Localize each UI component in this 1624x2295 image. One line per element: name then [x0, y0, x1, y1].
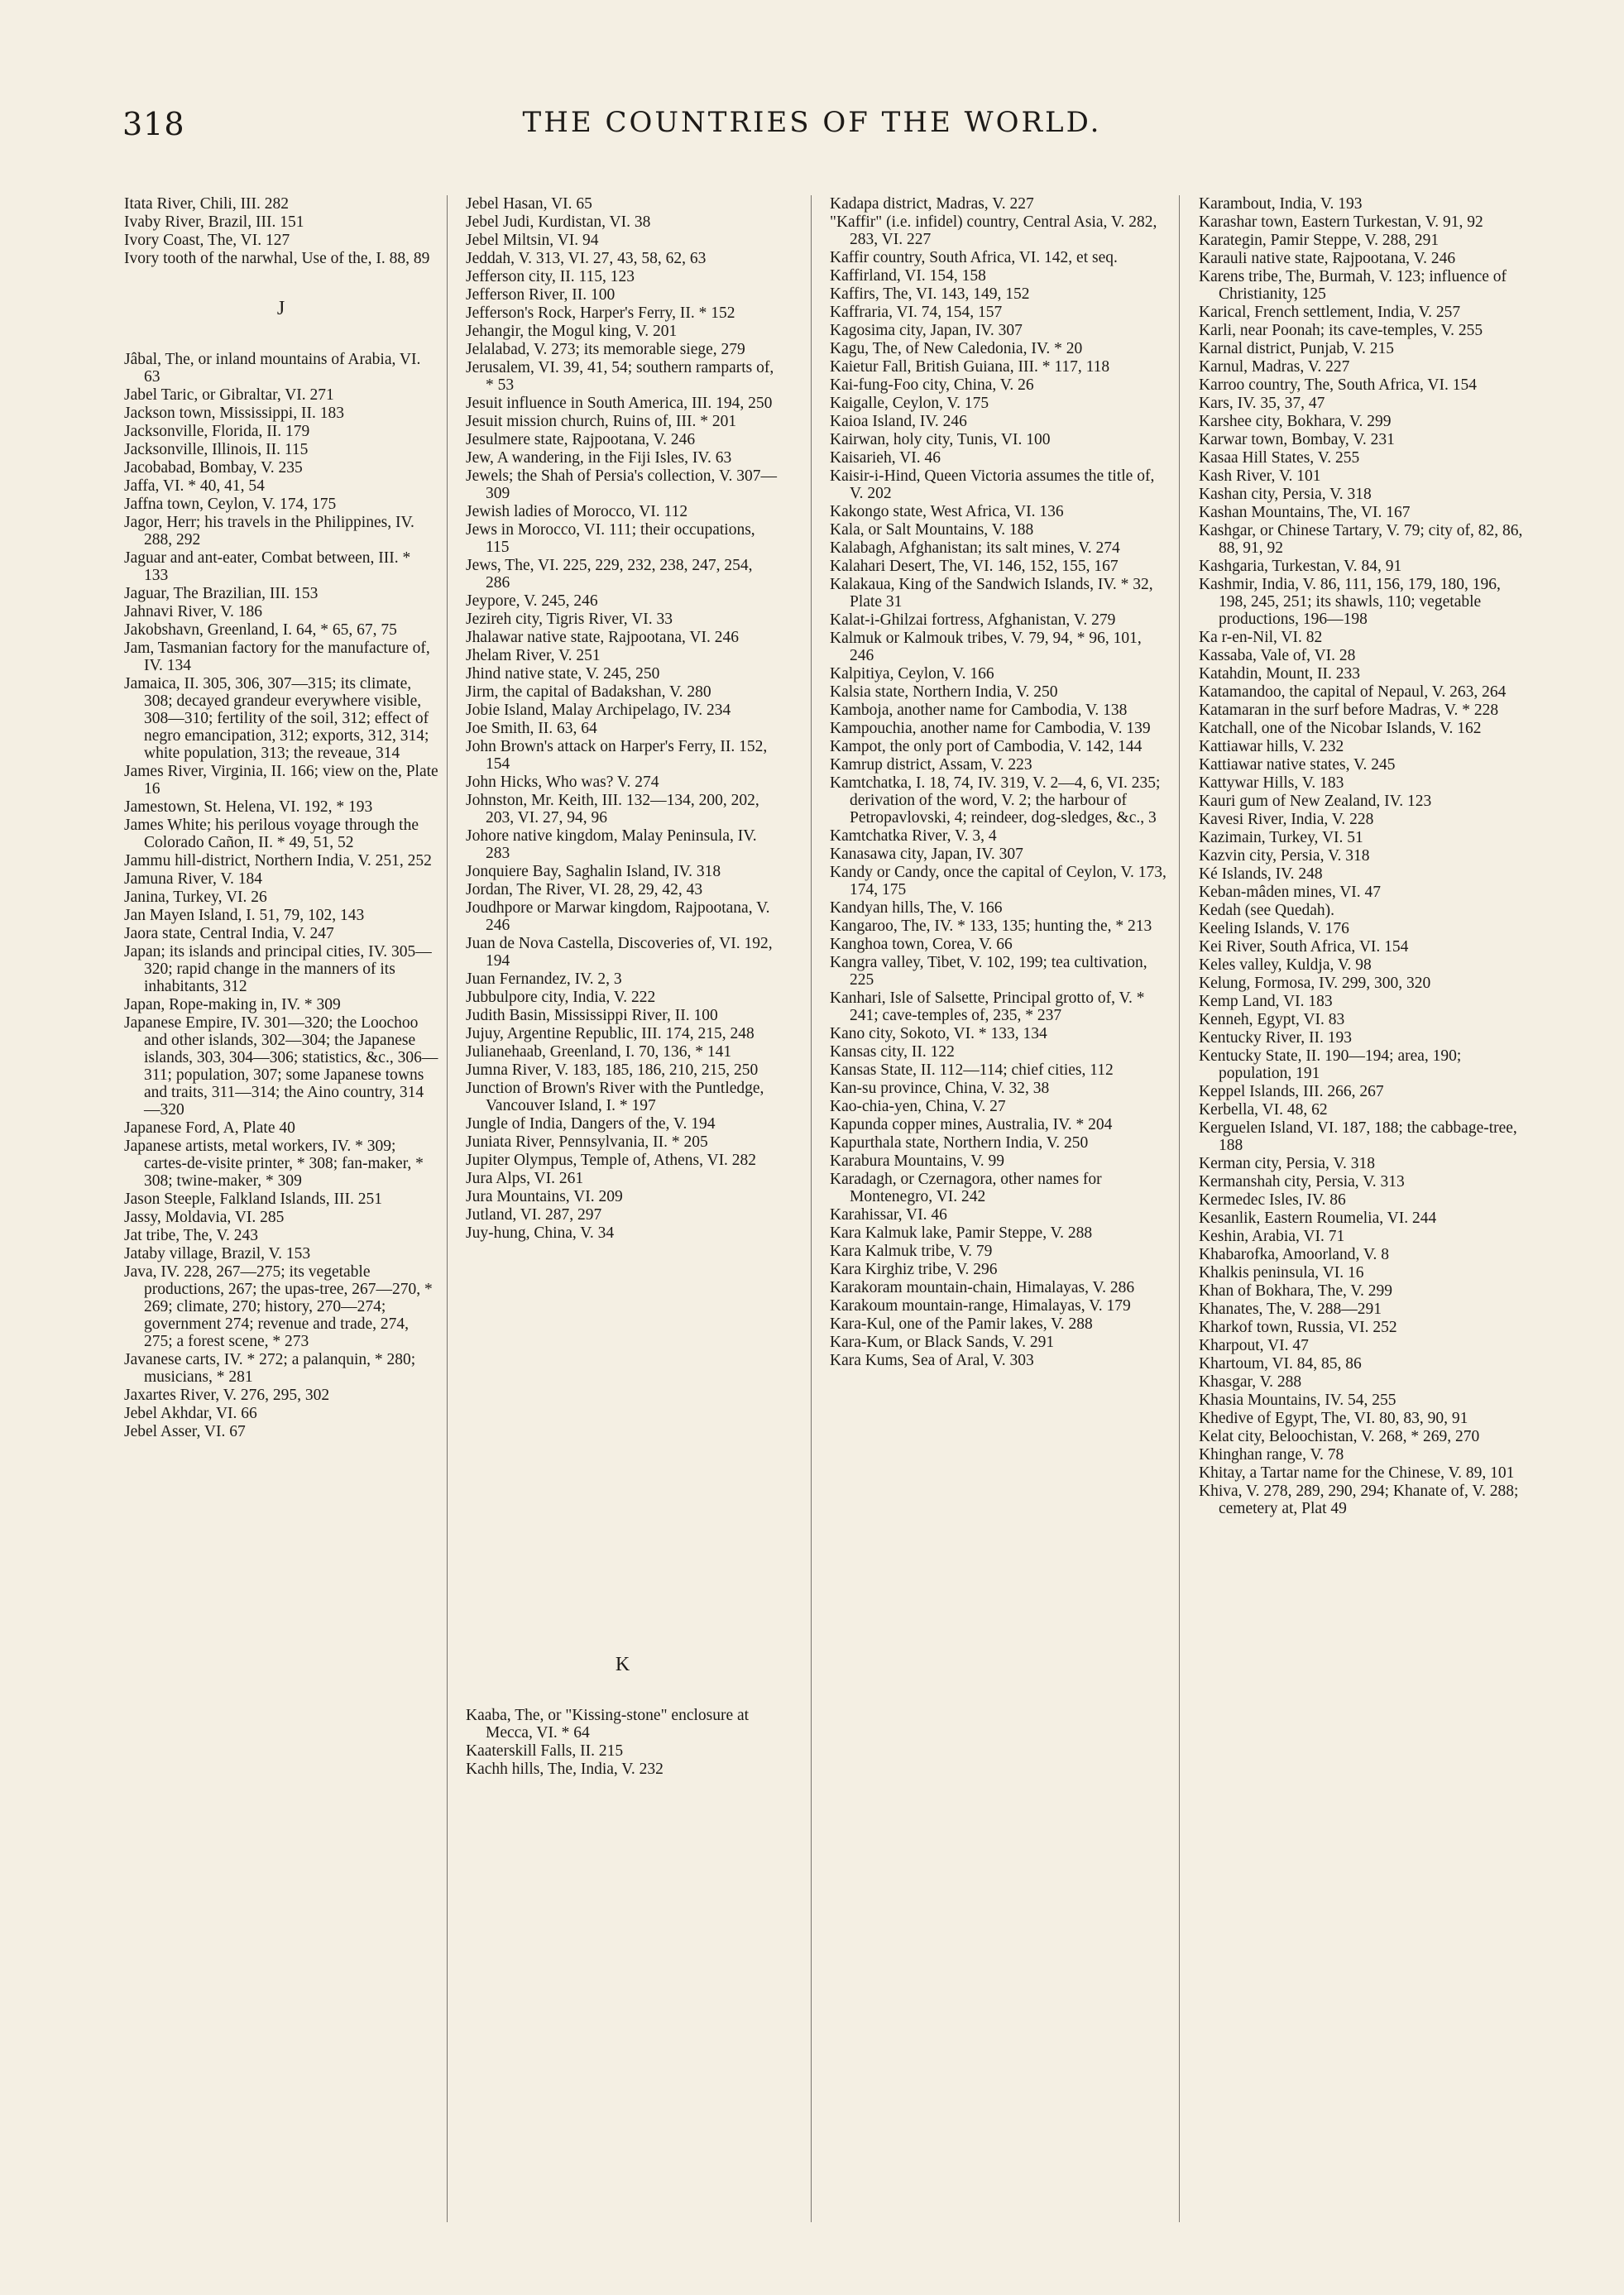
index-entry: Jataby village, Brazil, V. 153: [124, 1245, 311, 1262]
index-entry: John Brown's attack on Harper's Ferry, II. 152, 154: [466, 738, 768, 773]
index-entry: Jammu hill-district, Northern India, V. 251, 252: [124, 852, 432, 870]
index-entry: Kandyan hills, The, V. 166: [830, 899, 1003, 917]
index-entry: Java, IV. 228, 267—275; its vegetable productions, 267; the upas-tree, 267—270, * 269; climate, 270; history, 270—274; government 274; revenue and trade, 274, 275; a forest scene, * 273: [124, 1263, 433, 1350]
index-entry: Khanates, The, V. 288—291: [1199, 1301, 1382, 1318]
index-entry: Japan, Rope-making in, IV. * 309: [124, 996, 341, 1013]
index-entry: Keppel Islands, III. 266, 267: [1199, 1083, 1384, 1100]
index-entry: Kattiawar native states, V. 245: [1199, 756, 1396, 774]
index-entry: Karwar town, Bombay, V. 231: [1199, 431, 1395, 448]
index-entry: Kentucky State, II. 190—194; area, 190; population, 191: [1199, 1047, 1462, 1082]
index-entry: Khinghan range, V. 78: [1199, 1446, 1344, 1464]
index-entry: Jhind native state, V. 245, 250: [466, 665, 660, 683]
index-entry: James River, Virginia, II. 166; view on the, Plate 16: [124, 763, 438, 798]
index-entry: James White; his perilous voyage through the Colorado Cañon, II. * 49, 51, 52: [124, 817, 419, 851]
index-entry: Kaffirs, The, VI. 143, 149, 152: [830, 285, 1030, 303]
index-entry: Karroo country, The, South Africa, VI. 154: [1199, 376, 1477, 394]
index-entry: Jefferson's Rock, Harper's Ferry, II. * 152: [466, 304, 735, 322]
index-entry: Kalat-i-Ghilzai fortress, Afghanistan, V. 279: [830, 611, 1116, 629]
index-entry: Kai-fung-Foo city, China, V. 26: [830, 376, 1034, 394]
index-entry: Kanasawa city, Japan, IV. 307: [830, 846, 1023, 863]
index-entry: Kampot, the only port of Cambodia, V. 142, 144: [830, 738, 1143, 755]
index-entry: Kansas city, II. 122: [830, 1043, 955, 1061]
index-entry: Karnul, Madras, V. 227: [1199, 358, 1350, 376]
index-entry: Kash River, V. 101: [1199, 467, 1321, 485]
index-entry: Kashgar, or Chinese Tartary, V. 79; city of, 82, 86, 88, 91, 92: [1199, 522, 1523, 557]
index-entry: Kharkof town, Russia, VI. 252: [1199, 1319, 1397, 1336]
index-entry: Jerusalem, VI. 39, 41, 54; southern ramparts of, * 53: [466, 359, 774, 394]
index-entry: Jam, Tasmanian factory for the manufacture of, IV. 134: [124, 640, 430, 674]
index-entry: Itata River, Chili, III. 282: [124, 195, 290, 213]
index-entry: Kalakaua, King of the Sandwich Islands, IV. * 32, Plate 31: [830, 576, 1153, 611]
index-entry: Jagor, Herr; his travels in the Philippines, IV. 288, 292: [124, 514, 414, 549]
index-entry: Kara Kalmuk lake, Pamir Steppe, V. 288: [830, 1224, 1093, 1242]
index-entry: Jacobabad, Bombay, V. 235: [124, 459, 303, 477]
index-entry: Kashmir, India, V. 86, 111, 156, 179, 180, 196, 198, 245, 251; its shawls, 110; vegetable productions, 196—198: [1199, 576, 1501, 628]
index-entry: Jebel Hasan, VI. 65: [466, 195, 592, 213]
index-entry: Kaioa Island, IV. 246: [830, 413, 967, 430]
index-entry: Khabarofka, Amoorland, V. 8: [1199, 1246, 1389, 1263]
index-entry: Ké Islands, IV. 248: [1199, 865, 1323, 883]
index-entry: Jordan, The River, VI. 28, 29, 42, 43: [466, 881, 703, 898]
index-entry: Ivory tooth of the narwhal, Use of the, I. 88, 89: [124, 250, 430, 267]
index-entry: Kaietur Fall, British Guiana, III. * 117, 118: [830, 358, 1110, 376]
index-entry: Kaisarieh, VI. 46: [830, 449, 941, 467]
index-entry: Jahnavi River, V. 186: [124, 603, 262, 620]
index-entry: Jebel Miltsin, VI. 94: [466, 232, 599, 249]
index-entry: Kaigalle, Ceylon, V. 175: [830, 395, 989, 412]
page-header: [0, 106, 1624, 156]
index-entry: Ka r-en-Nil, VI. 82: [1199, 629, 1323, 646]
index-entry: Jebel Akhdar, VI. 66: [124, 1405, 257, 1422]
index-entry: Jutland, VI. 287, 297: [466, 1206, 602, 1224]
index-entry: Karabura Mountains, V. 99: [830, 1152, 1005, 1170]
index-entry: Kara Kirghiz tribe, V. 296: [830, 1261, 998, 1278]
index-entry: Jefferson River, II. 100: [466, 286, 616, 304]
index-entry: Kagu, The, of New Caledonia, IV. * 20: [830, 340, 1083, 357]
index-entry: Karens tribe, The, Burmah, V. 123; influence of Christianity, 125: [1199, 268, 1507, 303]
index-entry: Jonquiere Bay, Saghalin Island, IV. 318: [466, 863, 721, 880]
index-entry: Kerguelen Island, VI. 187, 188; the cabbage-tree, 188: [1199, 1119, 1517, 1154]
index-entry: Kemp Land, VI. 183: [1199, 993, 1333, 1010]
index-entry: Kao-chia-yen, China, V. 27: [830, 1098, 1006, 1115]
index-entry: Jura Alps, VI. 261: [466, 1170, 584, 1187]
page-number: 318: [122, 106, 185, 142]
index-entry: Japan; its islands and principal cities, IV. 305—320; rapid change in the manners of its inhabitants, 312: [124, 943, 432, 995]
index-entry: Jaffa, VI. * 40, 41, 54: [124, 477, 265, 495]
index-entry: Karadagh, or Czernagora, other names for Montenegro, VI. 242: [830, 1171, 1102, 1205]
index-entry: Japanese artists, metal workers, IV. * 309; cartes-de-visite printer, * 308; fan-maker, * 308; twine-maker, * 309: [124, 1138, 424, 1190]
index-entry: Jehangir, the Mogul king, V. 201: [466, 323, 678, 340]
index-entry: Kapunda copper mines, Australia, IV. * 204: [830, 1116, 1113, 1133]
index-entry: Kenneh, Egypt, VI. 83: [1199, 1011, 1345, 1028]
index-entry: Kars, IV. 35, 37, 47: [1199, 395, 1325, 412]
index-entry: Kaffir country, South Africa, VI. 142, et seq.: [830, 249, 1118, 266]
index-entry: Kakongo state, West Africa, VI. 136: [830, 503, 1064, 520]
index-entry: Jewels; the Shah of Persia's collection, V. 307—309: [466, 467, 777, 502]
index-entry: Jakobshavn, Greenland, I. 64, * 65, 67, 75: [124, 621, 397, 639]
column-divider: [447, 195, 448, 2222]
index-entry: Katchall, one of the Nicobar Islands, V. 162: [1199, 720, 1482, 737]
index-entry: Jat tribe, The, V. 243: [124, 1227, 258, 1244]
index-entry: Kalabagh, Afghanistan; its salt mines, V. 274: [830, 539, 1120, 557]
index-entry: Kermedec Isles, IV. 86: [1199, 1191, 1346, 1209]
index-column-1: [124, 195, 438, 1441]
index-entry: Kentucky River, II. 193: [1199, 1029, 1352, 1047]
index-entry: Kairwan, holy city, Tunis, VI. 100: [830, 431, 1051, 448]
index-entry: Kamtchatka, I. 18, 74, IV. 319, V. 2—4, 6, VI. 235; derivation of the word, V. 2; the harbour of Petropavlovski, 4; reindeer, dog-sledges, &c., 3: [830, 774, 1161, 826]
index-entry: Kesanlik, Eastern Roumelia, VI. 244: [1199, 1210, 1437, 1227]
index-entry: Jews, The, VI. 225, 229, 232, 238, 247, 254, 286: [466, 557, 753, 592]
index-entry: Jhalawar native state, Rajpootana, VI. 246: [466, 629, 739, 646]
index-entry: Khan of Bokhara, The, V. 299: [1199, 1282, 1392, 1300]
index-entry: Khedive of Egypt, The, VI. 80, 83, 90, 91: [1199, 1410, 1468, 1427]
index-entry: Jefferson city, II. 115, 123: [466, 268, 635, 285]
index-entry: Jamaica, II. 305, 306, 307—315; its climate, 308; decayed grandeur everywhere visible, 308—310; fertility of the soil, 312; effect of negro emancipation, 312; exports, 312, 314; white population, 313; the reveaue, 314: [124, 675, 429, 762]
index-entry: Khasia Mountains, IV. 54, 255: [1199, 1392, 1396, 1409]
index-entry: Jobie Island, Malay Archipelago, IV. 234: [466, 702, 731, 719]
index-entry: Kattiawar hills, V. 232: [1199, 738, 1344, 755]
index-entry: Jumna River, V. 183, 185, 186, 210, 215, 250: [466, 1061, 759, 1079]
index-entry: Kadapa district, Madras, V. 227: [830, 195, 1034, 213]
index-entry: Junction of Brown's River with the Puntledge, Vancouver Island, I. * 197: [466, 1080, 764, 1114]
index-entry: Juy-hung, China, V. 34: [466, 1224, 615, 1242]
index-entry: Kaisir-i-Hind, Queen Victoria assumes the title of, V. 202: [830, 467, 1155, 502]
index-entry: Jacksonville, Florida, II. 179: [124, 423, 310, 440]
index-entry: Janina, Turkey, VI. 26: [124, 889, 267, 906]
section-letter: K: [615, 1654, 631, 1675]
index-entry: Kelung, Formosa, IV. 299, 300, 320: [1199, 975, 1431, 992]
index-entry: Kasaa Hill States, V. 255: [1199, 449, 1360, 467]
section-letter: J: [276, 298, 286, 319]
index-entry: Karakoram mountain-chain, Himalayas, V. 286: [830, 1279, 1135, 1296]
index-entry: Khartoum, VI. 84, 85, 86: [1199, 1355, 1362, 1373]
index-entry: Kerman city, Persia, V. 318: [1199, 1155, 1376, 1172]
index-entry: Jamestown, St. Helena, VI. 192, * 193: [124, 798, 373, 816]
index-entry: Kedah (see Quedah).: [1199, 902, 1335, 919]
index-entry: Karakoum mountain-range, Himalayas, V. 179: [830, 1297, 1131, 1315]
index-entry: Kamtchatka River, V. 3, 4: [830, 827, 997, 845]
index-entry: Kara-Kul, one of the Pamir lakes, V. 288: [830, 1315, 1093, 1333]
index-entry: Karashar town, Eastern Turkestan, V. 91, 92: [1199, 213, 1483, 231]
index-entry: Japanese Empire, IV. 301—320; the Loochoo and other islands, 302—304; the Japanese islands, 303, 304—306; statistics, &c., 306—311; population, 307; some Japanese towns and traits, 311—314; the Aino country, 314—320: [124, 1014, 438, 1119]
index-entry: Kanghoa town, Corea, V. 66: [830, 936, 1013, 953]
index-entry: Karauli native state, Rajpootana, V. 246: [1199, 250, 1456, 267]
index-entry: Jebel Asser, VI. 67: [124, 1423, 246, 1440]
index-entry: Jason Steeple, Falkland Islands, III. 251: [124, 1191, 382, 1208]
index-entry: Jura Mountains, VI. 209: [466, 1188, 623, 1205]
index-entry: Khiva, V. 278, 289, 290, 294; Khanate of, V. 288; cemetery at, Plat 49: [1199, 1483, 1519, 1517]
index-entry: Kerbella, VI. 48, 62: [1199, 1101, 1328, 1119]
index-entry: Kermanshah city, Persia, V. 313: [1199, 1173, 1405, 1191]
index-entry: Kaaterskill Falls, II. 215: [466, 1742, 624, 1760]
index-entry: Kamboja, another name for Cambodia, V. 138: [830, 702, 1128, 719]
index-entry: Kashan Mountains, The, VI. 167: [1199, 504, 1411, 521]
index-entry: Kashgaria, Turkestan, V. 84, 91: [1199, 558, 1402, 575]
index-entry: Jesuit influence in South America, III. 194, 250: [466, 395, 773, 412]
index-entry: Jâbal, The, or inland mountains of Arabia, VI. 63: [124, 351, 421, 386]
index-entry: Kangra valley, Tibet, V. 102, 199; tea cultivation, 225: [830, 954, 1147, 989]
index-entry: Kalahari Desert, The, VI. 146, 152, 155, 167: [830, 558, 1119, 575]
index-entry: Juniata River, Pennsylvania, II. * 205: [466, 1133, 708, 1151]
index-entry: Jungle of India, Dangers of the, V. 194: [466, 1115, 716, 1133]
index-entry: Kansas State, II. 112—114; chief cities, 112: [830, 1061, 1114, 1079]
index-entry: Jesulmere state, Rajpootana, V. 246: [466, 431, 696, 448]
index-entry: Jhelam River, V. 251: [466, 647, 601, 664]
index-entry: Khitay, a Tartar name for the Chinese, V. 89, 101: [1199, 1464, 1515, 1482]
index-entry: "Kaffir" (i.e. infidel) country, Central Asia, V. 282, 283, VI. 227: [830, 213, 1157, 248]
index-entry: Jewish ladies of Morocco, VI. 112: [466, 503, 688, 520]
index-entry: Jaxartes River, V. 276, 295, 302: [124, 1387, 330, 1404]
index-entry: Karshee city, Bokhara, V. 299: [1199, 413, 1392, 430]
index-entry: Karambout, India, V. 193: [1199, 195, 1363, 213]
index-entry: Juan Fernandez, IV. 2, 3: [466, 970, 622, 988]
index-entry: Karical, French settlement, India, V. 257: [1199, 304, 1461, 321]
index-entry: Khasgar, V. 288: [1199, 1373, 1302, 1391]
index-entry: Kara Kums, Sea of Aral, V. 303: [830, 1352, 1034, 1369]
index-entry: Johnston, Mr. Keith, III. 132—134, 200, 202, 203, VI. 27, 94, 96: [466, 792, 759, 826]
index-entry: Katamandoo, the capital of Nepaul, V. 263, 264: [1199, 683, 1507, 701]
index-column-4: [1199, 195, 1526, 1518]
index-entry: Jacksonville, Illinois, II. 115: [124, 441, 309, 458]
index-entry: Karategin, Pamir Steppe, V. 288, 291: [1199, 232, 1440, 249]
index-entry: Johore native kingdom, Malay Peninsula, IV. 283: [466, 827, 757, 862]
index-entry: Kelat city, Beloochistan, V. 268, * 269, 270: [1199, 1428, 1480, 1445]
index-entry: Kauri gum of New Zealand, IV. 123: [1199, 793, 1432, 810]
index-entry: Kachh hills, The, India, V. 232: [466, 1761, 663, 1778]
index-entry: Kaffirland, VI. 154, 158: [830, 267, 986, 285]
index-entry: Joe Smith, II. 63, 64: [466, 720, 597, 737]
index-entry: Jelalabad, V. 273; its memorable siege, 279: [466, 341, 745, 358]
index-entry: Katamaran in the surf before Madras, V. * 228: [1199, 702, 1499, 719]
column-gap: [466, 1243, 780, 1623]
column-divider: [811, 195, 812, 2222]
index-entry: Kaaba, The, or "Kissing-stone" enclosure at Mecca, VI. * 64: [466, 1707, 750, 1742]
index-entry: Kangaroo, The, IV. * 133, 135; hunting the, * 213: [830, 918, 1152, 935]
index-entry: Jupiter Olympus, Temple of, Athens, VI. 282: [466, 1152, 757, 1169]
column-divider: [1179, 195, 1180, 2222]
index-entry: Kharpout, VI. 47: [1199, 1337, 1309, 1354]
index-entry: Kazvin city, Persia, V. 318: [1199, 847, 1370, 865]
index-entry: Jirm, the capital of Badakshan, V. 280: [466, 683, 711, 701]
index-entry: Kassaba, Vale of, VI. 28: [1199, 647, 1356, 664]
index-entry: Karli, near Poonah; its cave-temples, V. 255: [1199, 322, 1483, 339]
index-entry: Jesuit mission church, Ruins of, III. * 201: [466, 413, 737, 430]
index-entry: Jaguar, The Brazilian, III. 153: [124, 585, 319, 602]
index-entry: John Hicks, Who was? V. 274: [466, 774, 659, 791]
index-entry: Jaffna town, Ceylon, V. 174, 175: [124, 496, 337, 513]
index-column-3: [830, 195, 1169, 1370]
index-column-2: [466, 195, 780, 1779]
index-entry: Jabel Taric, or Gibraltar, VI. 271: [124, 386, 334, 404]
index-entry: Karnal district, Punjab, V. 215: [1199, 340, 1394, 357]
index-entry: Kala, or Salt Mountains, V. 188: [830, 521, 1034, 539]
index-entry: Ivaby River, Brazil, III. 151: [124, 213, 304, 231]
index-entry: Jews in Morocco, VI. 111; their occupations, 115: [466, 521, 755, 556]
index-entry: Kalpitiya, Ceylon, V. 166: [830, 665, 994, 683]
index-entry: Kashan city, Persia, V. 318: [1199, 486, 1372, 503]
index-entry: Jaora state, Central India, V. 247: [124, 925, 334, 942]
index-entry: Kano city, Sokoto, VI. * 133, 134: [830, 1025, 1047, 1042]
index-entry: Jackson town, Mississippi, II. 183: [124, 405, 344, 422]
index-entry: Julianehaab, Greenland, I. 70, 136, * 141: [466, 1043, 732, 1061]
index-entry: Keeling Islands, V. 176: [1199, 920, 1349, 937]
index-entry: Jassy, Moldavia, VI. 285: [124, 1209, 285, 1226]
index-entry: Jebel Judi, Kurdistan, VI. 38: [466, 213, 651, 231]
index-entry: Kara-Kum, or Black Sands, V. 291: [830, 1334, 1055, 1351]
index-entry: Kalsia state, Northern India, V. 250: [830, 683, 1058, 701]
index-entry: Kagosima city, Japan, IV. 307: [830, 322, 1023, 339]
index-entry: Keshin, Arabia, VI. 71: [1199, 1228, 1345, 1245]
index-entry: Jeypore, V. 245, 246: [466, 592, 598, 610]
index-entry: Kazimain, Turkey, VI. 51: [1199, 829, 1363, 846]
index-entry: Jujuy, Argentine Republic, III. 174, 215, 248: [466, 1025, 755, 1042]
index-entry: Kaffraria, VI. 74, 154, 157: [830, 304, 1003, 321]
index-entry: Javanese carts, IV. * 272; a palanquin, * 280; musicians, * 281: [124, 1351, 416, 1386]
index-entry: Japanese Ford, A, Plate 40: [124, 1119, 295, 1137]
index-entry: Kattywar Hills, V. 183: [1199, 774, 1344, 792]
index-entry: Kei River, South Africa, VI. 154: [1199, 938, 1409, 956]
index-entry: Karahissar, VI. 46: [830, 1206, 947, 1224]
index-entry: Kalmuk or Kalmouk tribes, V. 79, 94, * 96, 101, 246: [830, 630, 1142, 664]
index-entry: Kamrup district, Assam, V. 223: [830, 756, 1032, 774]
index-entry: Jan Mayen Island, I. 51, 79, 102, 143: [124, 907, 365, 924]
index-entry: Jamuna River, V. 184: [124, 870, 262, 888]
index-entry: Kampouchia, another name for Cambodia, V. 139: [830, 720, 1151, 737]
index-entry: Kara Kalmuk tribe, V. 79: [830, 1243, 993, 1260]
index-entry: Katahdin, Mount, II. 233: [1199, 665, 1360, 683]
running-title: THE COUNTRIES OF THE WORLD.: [522, 106, 1102, 139]
index-entry: Judith Basin, Mississippi River, II. 100: [466, 1007, 718, 1024]
index-entry: Ivory Coast, The, VI. 127: [124, 232, 290, 249]
index-entry: Jew, A wandering, in the Fiji Isles, IV. 63: [466, 449, 732, 467]
index-entry: Jaguar and ant-eater, Combat between, III. * 133: [124, 549, 411, 584]
index-entry: Kanhari, Isle of Salsette, Principal grotto of, V. * 241; cave-temples of, 235, * 237: [830, 989, 1145, 1024]
index-entry: Keban-mâden mines, VI. 47: [1199, 884, 1382, 901]
index-entry: Khalkis peninsula, VI. 16: [1199, 1264, 1364, 1282]
index-entry: Kandy or Candy, once the capital of Ceylon, V. 173, 174, 175: [830, 864, 1167, 898]
index-entry: Keles valley, Kuldja, V. 98: [1199, 956, 1372, 974]
index-entry: Joudhpore or Marwar kingdom, Rajpootana, V. 246: [466, 899, 770, 934]
index-entry: Jubbulpore city, India, V. 222: [466, 989, 656, 1006]
index-entry: Juan de Nova Castella, Discoveries of, VI. 192, 194: [466, 935, 773, 970]
index-entry: Jeddah, V. 313, VI. 27, 43, 58, 62, 63: [466, 250, 707, 267]
index-entry: Kavesi River, India, V. 228: [1199, 811, 1374, 828]
index-entry: Kapurthala state, Northern India, V. 250: [830, 1134, 1089, 1152]
index-entry: Kan-su province, China, V. 32, 38: [830, 1080, 1050, 1097]
index-entry: Jezireh city, Tigris River, VI. 33: [466, 611, 673, 628]
